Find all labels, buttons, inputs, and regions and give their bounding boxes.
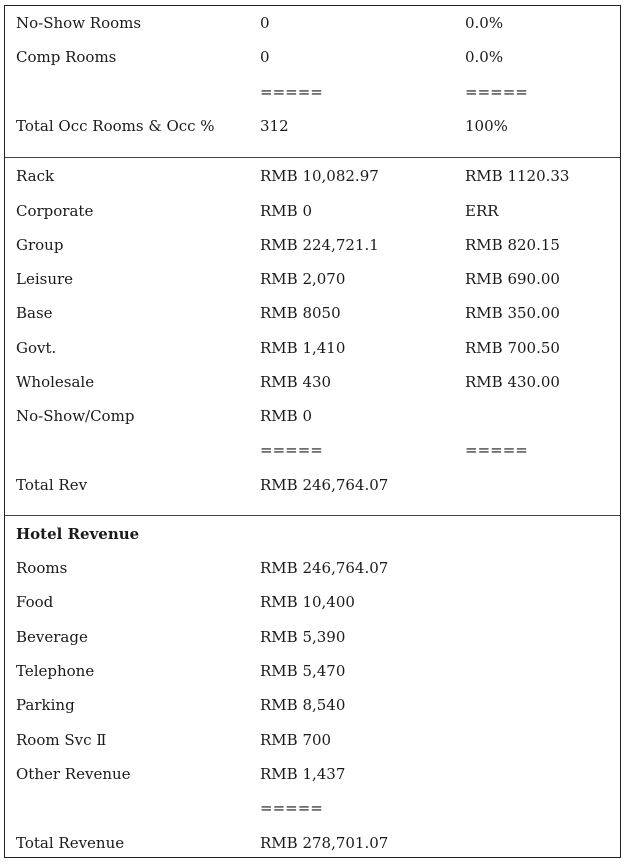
- row-value: =====: [260, 83, 323, 101]
- row-value: RMB 246,764.07: [260, 559, 389, 577]
- row-average: RMB 700.50: [465, 339, 560, 357]
- table-row: [5, 438, 620, 462]
- row-label: Parking: [16, 696, 75, 714]
- row-average: RMB 690.00: [465, 270, 560, 288]
- row-percent: 0.0%: [465, 14, 504, 32]
- row-percent: 0.0%: [465, 48, 504, 66]
- row-label: Wholesale: [16, 373, 95, 391]
- table-row: [5, 11, 620, 35]
- table-row: [5, 370, 620, 394]
- row-label: Total Occ Rooms & Occ %: [16, 117, 215, 135]
- row-value: =====: [260, 799, 323, 817]
- row-value: =====: [260, 441, 323, 459]
- row-average: RMB 350.00: [465, 304, 560, 322]
- section-heading-row: [5, 522, 620, 546]
- row-label: Room Svc Ⅱ: [16, 731, 107, 749]
- section-divider: [5, 157, 620, 158]
- table-row: [5, 45, 620, 69]
- row-label: Group: [16, 236, 64, 254]
- row-value: RMB 700: [260, 731, 332, 749]
- row-value: RMB 10,082.97: [260, 167, 379, 185]
- table-row: [5, 590, 620, 614]
- row-value: RMB 0: [260, 407, 312, 425]
- row-label: Total Rev: [16, 476, 88, 494]
- section-divider: [5, 515, 620, 516]
- table-row: [5, 831, 620, 855]
- row-value: RMB 1,437: [260, 765, 346, 783]
- table-row: [5, 728, 620, 752]
- row-label: Food: [16, 593, 54, 611]
- row-value: RMB 278,701.07: [260, 834, 389, 852]
- row-value: 312: [260, 117, 289, 135]
- table-row: [5, 659, 620, 683]
- table-row: [5, 114, 620, 138]
- row-value: RMB 8050: [260, 304, 341, 322]
- row-value: RMB 0: [260, 202, 312, 220]
- row-label: Rooms: [16, 559, 68, 577]
- row-label: Leisure: [16, 270, 74, 288]
- row-value: RMB 2,070: [260, 270, 346, 288]
- row-average: RMB 430.00: [465, 373, 560, 391]
- row-average: =====: [465, 441, 528, 459]
- row-value: 0: [260, 48, 270, 66]
- row-label: Total Revenue: [16, 834, 125, 852]
- row-label: No-Show/Comp: [16, 407, 135, 425]
- row-label: Beverage: [16, 628, 88, 646]
- table-row: [5, 336, 620, 360]
- table-row: [5, 762, 620, 786]
- row-label: Corporate: [16, 202, 94, 220]
- section-heading: Hotel Revenue: [16, 525, 140, 543]
- table-row: [5, 625, 620, 649]
- table-row: [5, 233, 620, 257]
- table-row: [5, 80, 620, 104]
- row-average: RMB 1120.33: [465, 167, 570, 185]
- row-label: Rack: [16, 167, 55, 185]
- row-value: RMB 224,721.1: [260, 236, 379, 254]
- table-row: [5, 164, 620, 188]
- row-label: No-Show Rooms: [16, 14, 142, 32]
- row-value: RMB 246,764.07: [260, 476, 389, 494]
- row-label: Telephone: [16, 662, 95, 680]
- row-value: RMB 1,410: [260, 339, 346, 357]
- row-value: RMB 430: [260, 373, 332, 391]
- row-average: RMB 820.15: [465, 236, 560, 254]
- row-label: Base: [16, 304, 53, 322]
- table-row: [5, 473, 620, 497]
- row-value: RMB 5,390: [260, 628, 346, 646]
- table-row: [5, 199, 620, 223]
- row-label: Govt.: [16, 339, 57, 357]
- table-row: [5, 267, 620, 291]
- report-table: [4, 5, 621, 858]
- row-value: RMB 10,400: [260, 593, 355, 611]
- table-row: [5, 301, 620, 325]
- row-label: Other Revenue: [16, 765, 131, 783]
- row-percent: =====: [465, 83, 528, 101]
- table-row: [5, 693, 620, 717]
- table-row: [5, 556, 620, 580]
- row-percent: 100%: [465, 117, 508, 135]
- table-row: [5, 796, 620, 820]
- table-row: [5, 404, 620, 428]
- row-value: RMB 5,470: [260, 662, 346, 680]
- row-value: RMB 8,540: [260, 696, 346, 714]
- row-label: Comp Rooms: [16, 48, 117, 66]
- row-average: ERR: [465, 202, 499, 220]
- row-value: 0: [260, 14, 270, 32]
